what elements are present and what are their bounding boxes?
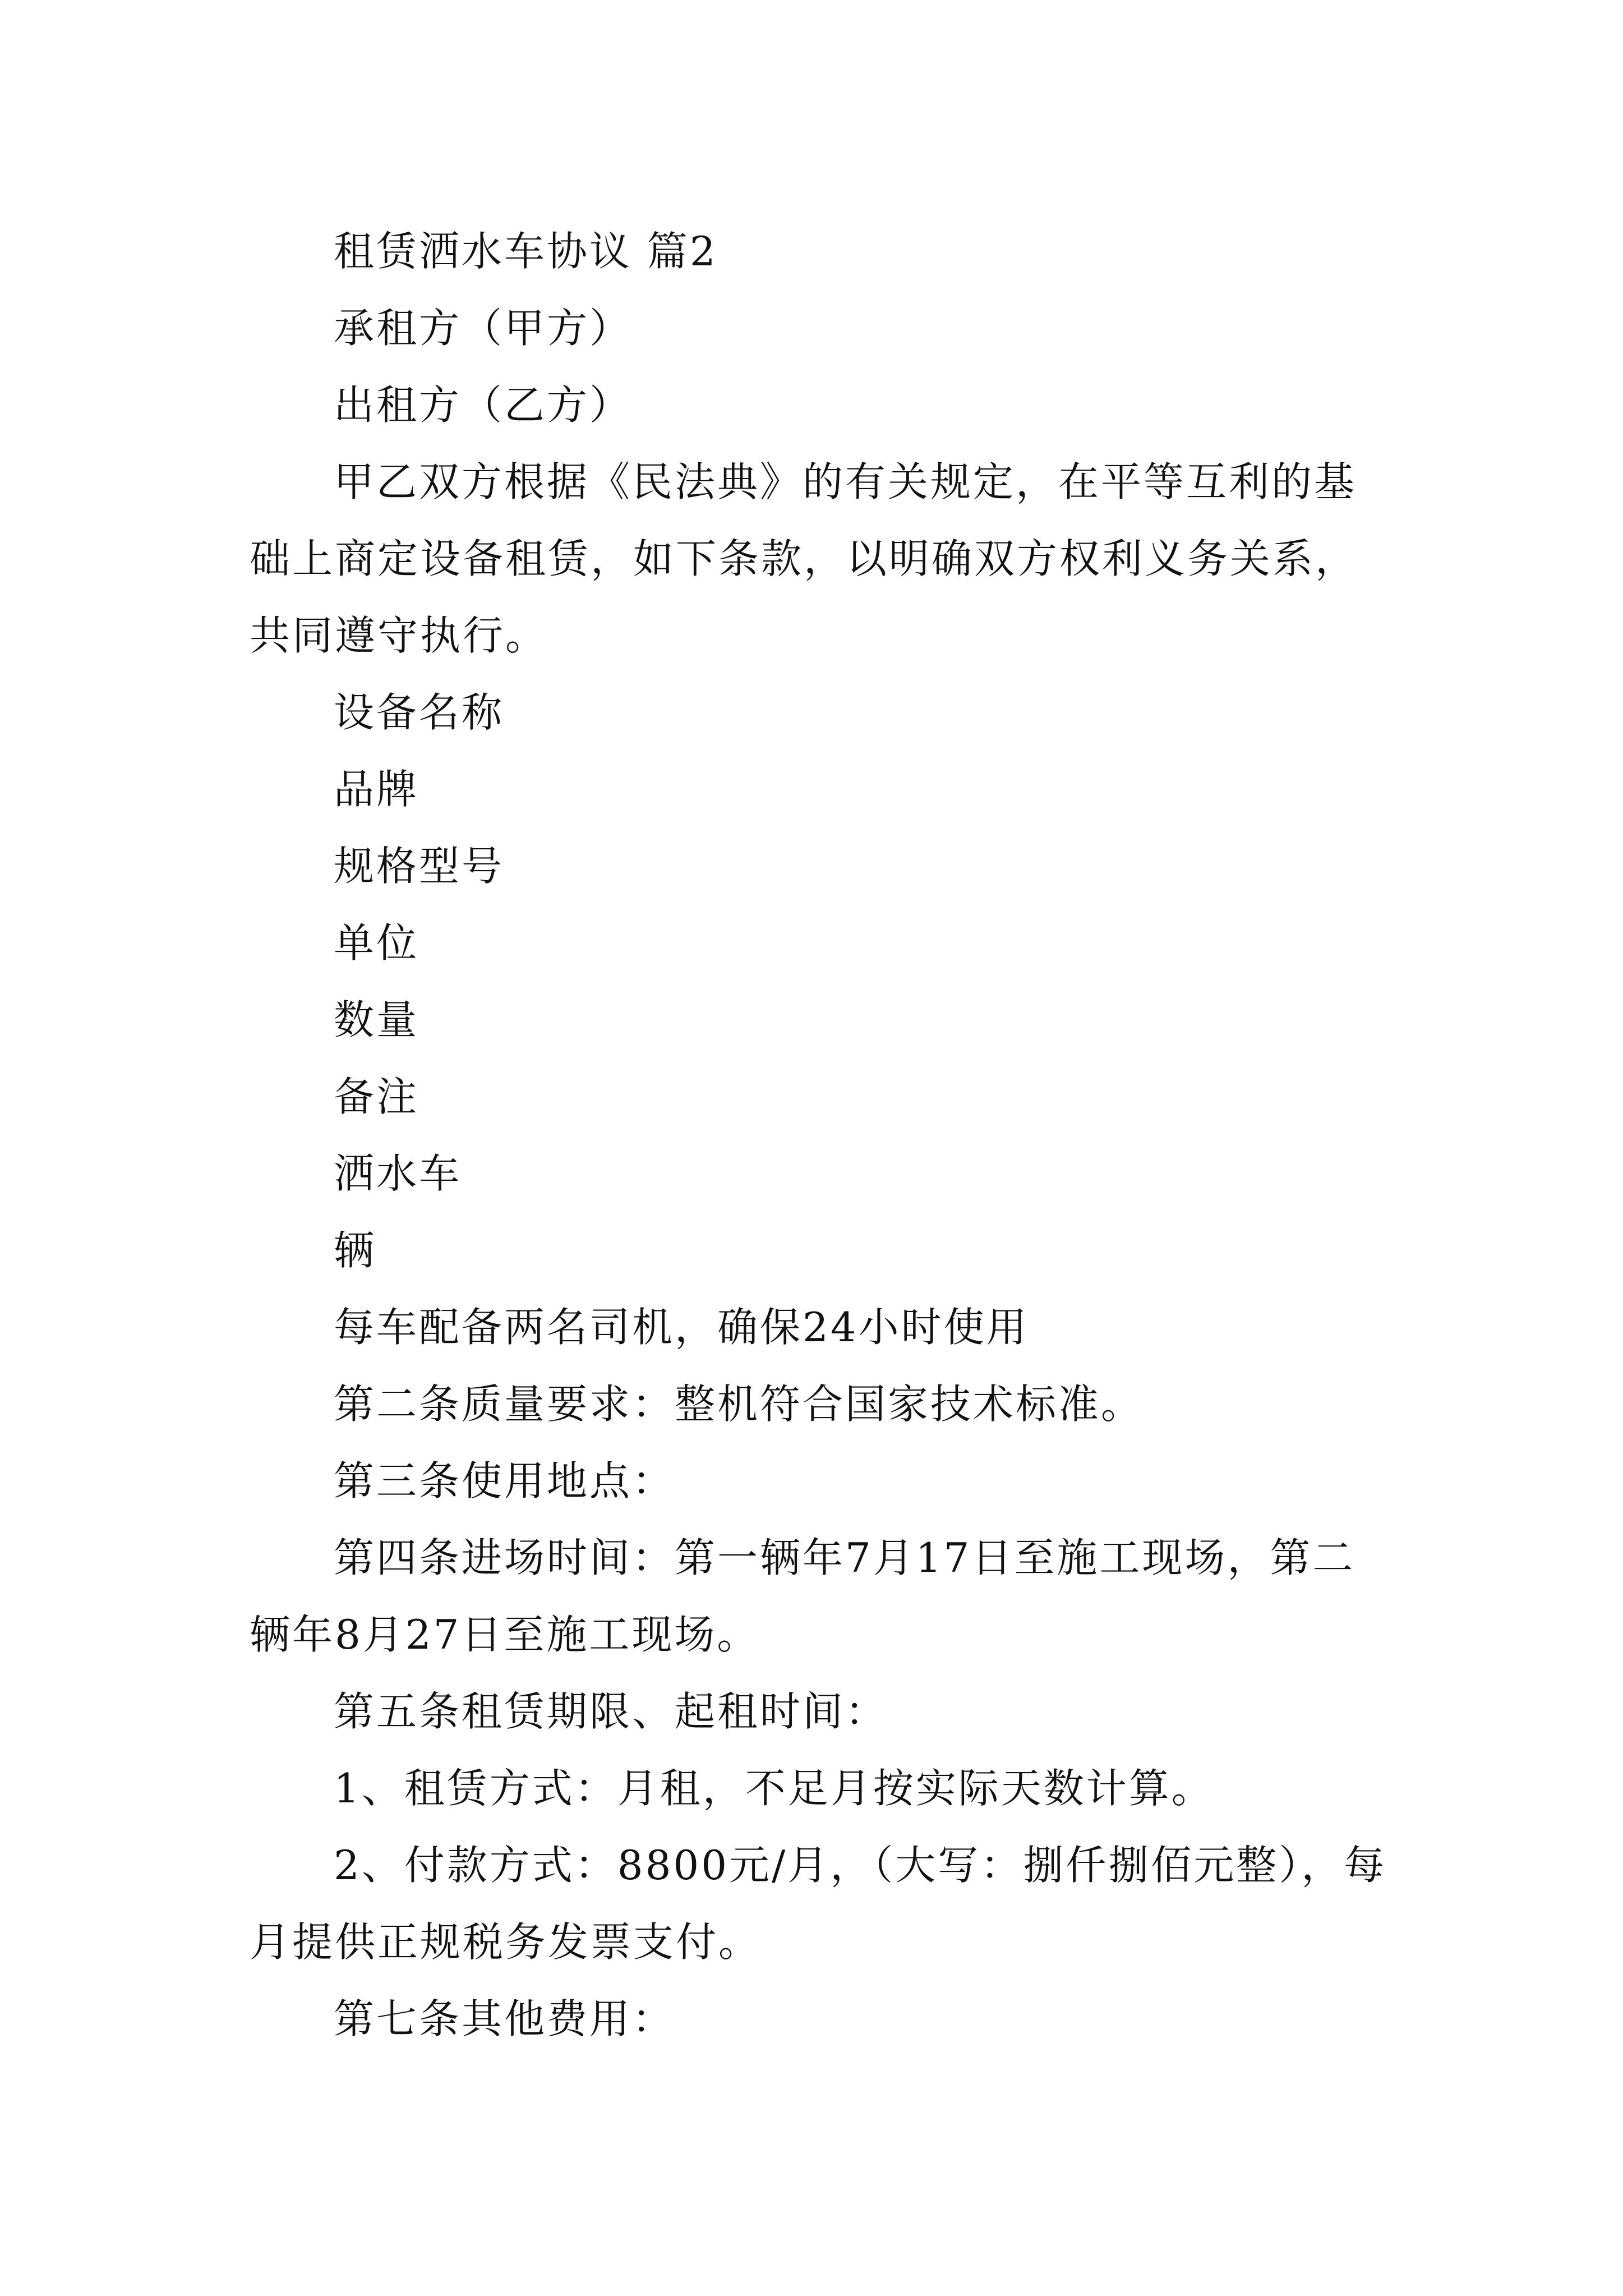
clause-5-lease-term: 第五条租赁期限、起租时间：: [334, 1688, 888, 1735]
payment-method-item: 2、付款方式：8800元/月，（大写：捌仟捌佰元整），每月提供正规税务发票支付。: [250, 1842, 1387, 1966]
clause-3-location: 第三条使用地点：: [334, 1457, 675, 1504]
lessee-party-line: 承租方（甲方）: [334, 305, 633, 352]
clause-2-quality: 第二条质量要求：整机符合国家技术标准。: [334, 1381, 1144, 1428]
clause-7-other-fees: 第七条其他费用：: [334, 1995, 675, 2042]
equipment-name-value: 洒水车: [334, 1150, 462, 1197]
lease-method-item: 1、租赁方式：月租，不足月按实际天数计算。: [334, 1765, 1214, 1812]
brand-label: 品牌: [334, 766, 419, 813]
lessor-party-line: 出租方（乙方）: [334, 381, 633, 429]
unit-value: 辆: [334, 1227, 377, 1274]
unit-label: 单位: [334, 919, 419, 967]
model-spec-label: 规格型号: [334, 843, 505, 890]
document-title: 租赁洒水车协议 篇2: [334, 228, 718, 275]
remarks-label: 备注: [334, 1073, 419, 1120]
preamble-paragraph: 甲乙双方根据《民法典》的有关规定，在平等互利的基础上商定设备租赁，如下条款，以明确双方权利义务关系，共同遵守执行。: [250, 458, 1358, 659]
quantity-label: 数量: [334, 996, 419, 1043]
equipment-name-label: 设备名称: [334, 689, 505, 736]
remarks-value: 每车配备两名司机，确保24小时使用: [334, 1304, 1029, 1351]
document-body: [250, 213, 1394, 2058]
clause-4-entry-time: 第四条进场时间：第一辆年7月17日至施工现场，第二辆年8月27日至施工现场。: [250, 1534, 1355, 1658]
